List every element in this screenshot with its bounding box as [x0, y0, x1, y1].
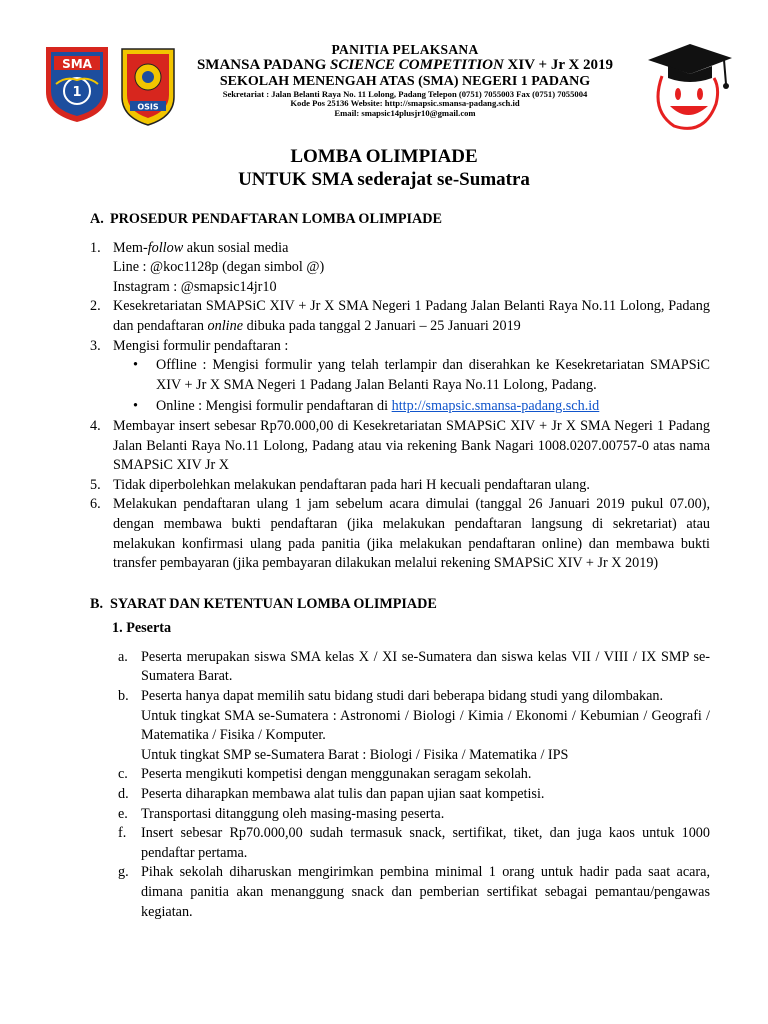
form-intro: Mengisi formulir pendaftaran : — [113, 337, 289, 354]
rule-text: Peserta merupakan siswa SMA kelas X / XI se-Sumatera dan siswa kelas VII / VIII / IX SMP se-Sumatera Barat. — [141, 648, 710, 685]
letterhead — [180, 42, 630, 118]
rule-text: Pihak sekolah diharuskan mengirimkan pembina minimal 1 orang untuk hadir pada saat acara, dimana panitia akan menanggung snack dan pemberian sertifikat sebagai pemantau/pengawas kegiatan. — [141, 864, 710, 920]
list-marker: g. — [118, 864, 129, 881]
rule-text: Peserta mengikuti kompetisi dengan menggunakan seragam sekolah. — [141, 766, 532, 783]
list-item — [113, 397, 710, 417]
list-marker: 2. — [90, 298, 101, 315]
list-marker: d. — [118, 786, 129, 803]
graduation-smiley-icon — [628, 40, 734, 132]
list-item — [90, 239, 710, 298]
list-item — [112, 805, 710, 825]
sma-logo-text: SMA — [62, 57, 92, 71]
section-a-title: PROSEDUR PENDAFTARAN LOMBA OLIMPIADE — [110, 211, 442, 227]
list-item — [90, 297, 710, 336]
sma-logo-icon — [42, 44, 112, 124]
list-item — [112, 687, 710, 765]
list-item — [90, 337, 710, 417]
bullet-marker: • — [133, 398, 138, 415]
school-name: SEKOLAH MENENGAH ATAS (SMA) NEGERI 1 PADANG — [219, 73, 591, 89]
line-account: Line : @koc1128p (degan simbol @) — [113, 259, 325, 276]
event-prefix: SMANSA PADANG — [196, 57, 330, 74]
secretariat-text-a: Kesekretariatan SMAPSiC XIV + Jr X SMA Negeri 1 Padang Jalan Belanti Raya No.11 Lolong, Padang dan pendaftaran — [113, 298, 710, 334]
rule-text-sma: Untuk tingkat SMA se-Sumatera : Astronomi / Biologi / Kimia / Ekonomi / Kebumian / Geografi / Matematika / Fisika / Komputer. — [141, 707, 710, 744]
bullet-marker: • — [133, 357, 138, 374]
payment-text: Membayar insert sebesar Rp70.000,00 di Kesekretariatan SMAPSiC XIV + Jr X SMA Negeri 1 Padang Jalan Belanti Raya No.11 Lolong, Padang atau via rekening Bank Nagari 1008.0207.00757-0 atas nama SMAPSiC XIV Jr X — [113, 417, 710, 474]
rule-text: Insert sebesar Rp70.000,00 sudah termasuk snack, sertifikat, tiket, dan juga kaos untuk 1000 pendaftar pertama. — [141, 825, 710, 861]
rule-text: Peserta diharapkan membawa alat tulis dan papan ujian saat kompetisi. — [141, 786, 545, 803]
online-option: Online : Mengisi formulir pendaftaran di — [156, 398, 392, 415]
no-onsite-text: Tidak diperbolehkan melakukan pendaftaran pada hari H kecuali pendaftaran ulang. — [113, 476, 590, 493]
secretariat-text-italic: online — [207, 317, 244, 334]
section-b-heading — [90, 595, 710, 615]
list-item — [112, 785, 710, 805]
committee-label: PANITIA PELAKSANA — [331, 42, 479, 57]
registration-link[interactable]: http://smapsic.smansa-padang.sch.id — [391, 398, 600, 415]
secretariat-text-b: dibuka pada tanggal 2 Januari – 25 Januari 2019 — [243, 317, 521, 334]
section-a-letter: A. — [90, 211, 104, 227]
page-title: LOMBA OLIMPIADE — [290, 146, 478, 167]
list-marker: f. — [118, 825, 127, 842]
registration-procedure-list — [90, 239, 710, 574]
email-line: Email: smapsic14plusjr10@gmail.com — [334, 107, 476, 118]
section-b-title: SYARAT DAN KETENTUAN LOMBA OLIMPIADE — [110, 595, 437, 612]
list-item — [90, 417, 710, 476]
list-item — [112, 863, 710, 922]
follow-text-b: akun sosial media — [183, 239, 289, 256]
list-item — [112, 824, 710, 863]
rule-text: Transportasi ditanggung oleh masing-masing peserta. — [141, 805, 445, 822]
section-b-letter: B. — [90, 595, 104, 612]
rule-text: Peserta hanya dapat memilih satu bidang studi dari beberapa bidang studi yang dilombakan. — [141, 688, 664, 705]
event-name — [180, 57, 630, 74]
instagram-account: Instagram : @smapsic14jr10 — [113, 278, 277, 295]
rule-text-smp: Untuk tingkat SMP se-Sumatera Barat : Biologi / Fisika / Matematika / IPS — [141, 746, 569, 763]
list-item — [112, 765, 710, 785]
reregistration-text: Melakukan pendaftaran ulang 1 jam sebelum acara dimulai (tanggal 26 Januari 2019 pukul 07.00), dengan membawa bukti pendaftaran (jika melakukan pendaftaran langsung di sekretariat) atau melakukan konfirmasi ulang pada panitia (jika melakukan pendaftaran online) dan membawa bukti transfer pembayaran (jika pembayaran dilakukan melalui rekening SMAPSiC XIV + Jr X 2019) — [113, 496, 710, 572]
address-line: Sekretariat : Jalan Belanti Raya No. 11 Lolong, Padang Telepon (0751) 7055003 Fax (0751) 7055004 — [222, 88, 588, 99]
list-marker: c. — [118, 766, 128, 783]
list-marker: b. — [118, 688, 129, 705]
list-item — [90, 495, 710, 573]
participant-subheading: 1. Peserta — [112, 620, 172, 637]
follow-text-italic: follow — [147, 239, 184, 256]
event-italic: SCIENCE COMPETITION — [330, 57, 504, 74]
list-marker: e. — [118, 805, 128, 822]
follow-line — [113, 239, 710, 259]
form-options-list — [113, 356, 710, 417]
participant-rules-list — [90, 648, 710, 922]
offline-option: Offline : Mengisi formulir yang telah terlampir dan diserahkan ke Kesekretariatan SMAPSiC XIV + Jr X SMA Negeri 1 Padang Jalan Belanti Raya No.11 Lolong, Padang. — [156, 357, 710, 393]
event-suffix: XIV + Jr X 2019 — [503, 57, 614, 74]
list-item — [113, 356, 710, 395]
postal-website-line: Kode Pos 25136 Website: http://smapsic.smansa-padang.sch.id — [290, 98, 520, 109]
list-item — [90, 476, 710, 496]
list-marker: 6. — [90, 496, 101, 513]
osis-logo-icon — [118, 45, 178, 127]
list-marker: a. — [118, 648, 128, 665]
list-marker: 5. — [90, 476, 101, 493]
page-subtitle: UNTUK SMA sederajat se-Sumatra — [238, 169, 530, 190]
list-marker: 1. — [90, 239, 101, 256]
sma-logo-number: 1 — [72, 85, 82, 100]
list-item — [112, 648, 710, 687]
osis-logo-text: OSIS — [137, 102, 159, 112]
list-marker: 4. — [90, 417, 101, 434]
list-marker: 3. — [90, 337, 101, 354]
section-a-heading — [90, 210, 710, 230]
document-content — [90, 210, 710, 922]
follow-text-a: Mem- — [113, 239, 148, 256]
